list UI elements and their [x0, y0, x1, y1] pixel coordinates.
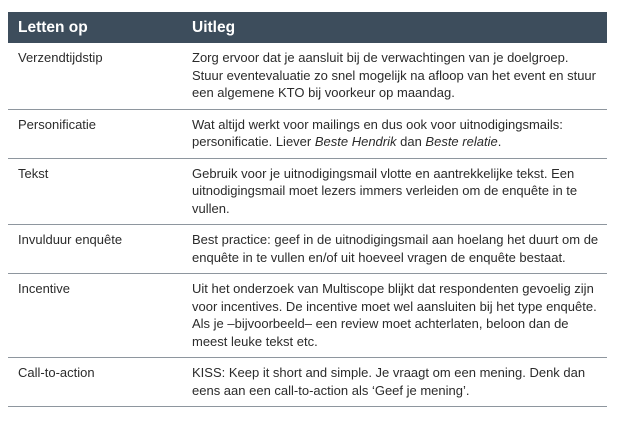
- row-term: Call-to-action: [8, 358, 184, 407]
- explanation-text: Wat altijd werkt voor mailings en dus ook voor uitnodigingsmails: personificatie. Liever: [192, 116, 563, 149]
- header-row: [8, 12, 607, 43]
- table-body: [8, 43, 607, 407]
- table-header: [8, 12, 607, 43]
- row-explanation: Best practice: geef in de uitnodigingsmail aan hoelang het duurt om de enquête in te vullen en/of uit hoeveel vragen de enquête bestaat.: [184, 225, 607, 274]
- row-term: Tekst: [8, 158, 184, 225]
- row-term: Incentive: [8, 274, 184, 358]
- table-row: [8, 225, 607, 274]
- table-row: [8, 109, 607, 158]
- row-term: Personificatie: [8, 109, 184, 158]
- row-explanation: Gebruik voor je uitnodigingsmail vlotte en aantrekkelijke tekst. Een uitnodigingsmail moet lezers immers verleiden om de enquête in te vullen.: [184, 158, 607, 225]
- table-row: [8, 158, 607, 225]
- explanation-emphasis: Beste Hendrik: [314, 134, 397, 149]
- row-explanation: KISS: Keep it short and simple. Je vraagt om een mening. Denk dan eens aan een call-to-action als ‘Geef je mening’.: [184, 358, 607, 407]
- row-term: Invulduur enquête: [8, 225, 184, 274]
- row-explanation: [184, 109, 607, 158]
- tips-table: [8, 12, 607, 407]
- table-row: [8, 358, 607, 407]
- explanation-text: .: [497, 134, 502, 149]
- header-letten-op: Letten op: [8, 12, 184, 43]
- table-row: [8, 43, 607, 109]
- row-explanation: Uit het onderzoek van Multiscope blijkt dat respondenten gevoelig zijn voor incentives. De incentive moet wel aansluiten bij het type enquête. Als je –bijvoorbeeld– een review moet achterlaten, beloon dan de meest leuke tekst etc.: [184, 274, 607, 358]
- explanation-emphasis: Beste relatie: [425, 134, 498, 149]
- header-uitleg: Uitleg: [184, 12, 607, 43]
- row-term: Verzendtijdstip: [8, 43, 184, 109]
- explanation-text: dan: [396, 134, 426, 149]
- table-row: [8, 274, 607, 358]
- row-explanation: Zorg ervoor dat je aansluit bij de verwachtingen van je doelgroep. Stuur eventevaluatie zo snel mogelijk na afloop van het event en stuur een algemene KTO bij voorkeur op maandag.: [184, 43, 607, 109]
